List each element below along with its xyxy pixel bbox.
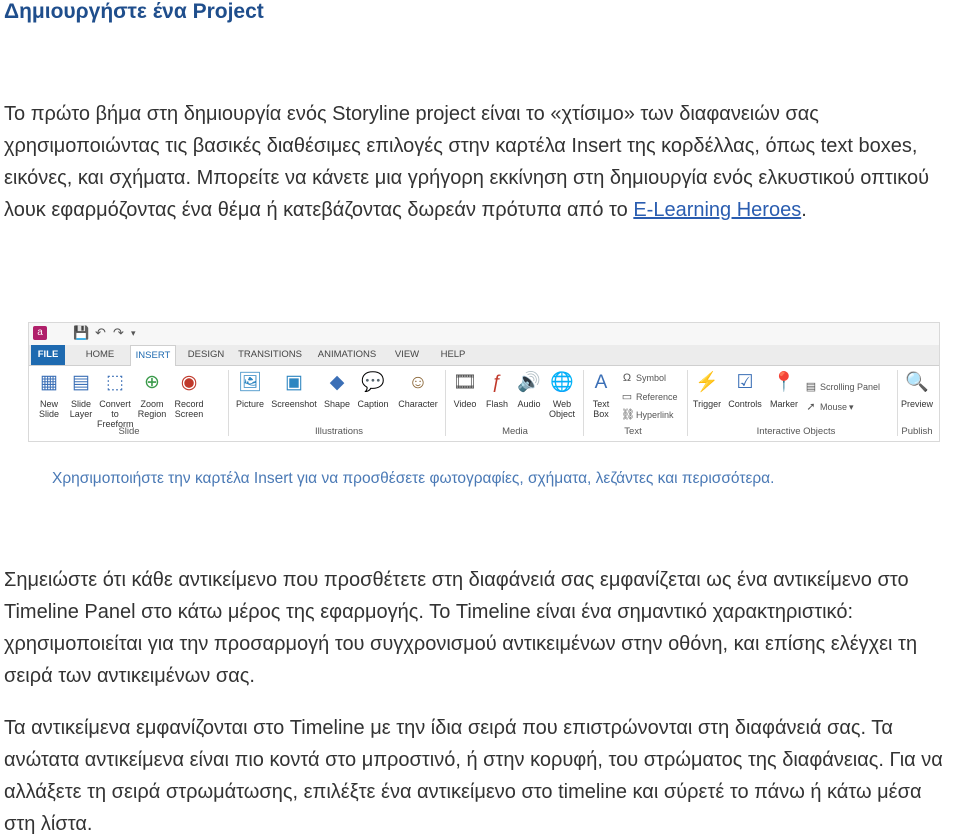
web-object-label: Web Object xyxy=(548,399,575,419)
timeline-paragraph: Σημειώστε ότι κάθε αντικείμενο που προσθέτετε στη διαφάνειά σας εμφανίζεται ως ένα αντικείμενο στο Timeline Panel στο κάτω μέρος της εφαρμογής. Το Timeline είναι ένα σημαντικό χαρακτηριστικό: χρησιμοποιείται για την προσαρμογή του συγχρονισμού αντικειμένων στην οθόνη, και επίσης ελέγχει τη σειρά των αντικειμένων σας. xyxy=(4,569,918,687)
record-screen-icon: ◉ xyxy=(180,372,198,393)
tab-design[interactable]: DESIGN xyxy=(187,349,225,360)
group-illustrations-label: Illustrations xyxy=(314,426,364,437)
mouse-icon: ➚ xyxy=(806,401,816,413)
zoom-region-button[interactable] xyxy=(135,370,169,419)
tab-animations[interactable]: ANIMATIONS xyxy=(317,349,377,360)
trigger-label: Trigger xyxy=(692,399,722,409)
video-icon: 🎞 xyxy=(452,372,478,393)
character-button[interactable] xyxy=(395,370,441,409)
caption-button[interactable] xyxy=(355,370,391,409)
hyperlink-icon: ⛓ xyxy=(621,409,635,421)
tab-file[interactable]: FILE xyxy=(31,345,65,365)
picture-icon: 🖼 xyxy=(237,372,263,393)
preview-icon: 🔍 xyxy=(905,372,929,393)
flash-label: Flash xyxy=(485,399,508,409)
hyperlink-button[interactable] xyxy=(621,408,674,421)
tab-home[interactable]: HOME xyxy=(85,349,115,360)
page-title: Δημιουργήστε ένα Project xyxy=(4,0,264,23)
marker-icon: 📍 xyxy=(772,372,796,393)
intro-text: Το πρώτο βήμα στη δημιουργία ενός Storyline project είναι το «χτίσιμο» των διαφανειών σας χρησιμοποιώντας τις βασικές διαθέσιμες επιλογές στην καρτέλα Insert της κορδέλλας, όπως text boxes, εικόνες, και σχήματα. Μπορείτε να κάνετε μια γρήγορη εκκίνηση στη δημιουργία ενός ελκυστικού οπτικού λουκ εφαρμόζοντας ένα θέμα ή κατεβάζοντας δωρεάν πρότυπα από το xyxy=(4,103,930,221)
group-publish-label: Publish xyxy=(901,426,933,437)
group-text-label: Text xyxy=(624,426,642,437)
new-slide-icon: ▦ xyxy=(40,372,58,393)
new-slide-button[interactable] xyxy=(33,370,65,419)
storyline-app-icon[interactable]: a xyxy=(33,326,47,340)
shape-label: Shape xyxy=(323,399,351,409)
preview-label: Preview xyxy=(900,399,933,409)
audio-icon: 🔊 xyxy=(517,372,541,393)
text-box-button[interactable] xyxy=(587,370,615,419)
shape-icon: ◆ xyxy=(329,372,345,393)
tab-transitions[interactable]: TRANSITIONS xyxy=(238,349,302,360)
scrolling-panel-button[interactable] xyxy=(805,380,880,393)
caption-icon: 💬 xyxy=(361,372,385,393)
slide-layer-button[interactable] xyxy=(65,370,97,419)
screenshot-button[interactable] xyxy=(269,370,319,409)
record-screen-button[interactable] xyxy=(171,370,207,419)
convert-freeform-label: Convert to Freeform xyxy=(97,399,134,429)
trigger-button[interactable] xyxy=(689,370,725,409)
group-slide-label: Slide xyxy=(118,426,140,437)
controls-button[interactable] xyxy=(725,370,765,409)
trigger-icon: ⚡ xyxy=(695,372,719,393)
mouse-dropdown-icon: ▾ xyxy=(849,402,854,412)
zoom-region-label: Zoom Region xyxy=(137,399,167,419)
scrolling-panel-icon: ▤ xyxy=(805,381,817,393)
picture-label: Picture xyxy=(235,399,264,409)
undo-icon[interactable]: ↶ xyxy=(95,325,106,340)
character-icon: ☺ xyxy=(408,372,428,393)
controls-label: Controls xyxy=(728,399,762,409)
audio-label: Audio xyxy=(517,399,541,409)
symbol-button[interactable] xyxy=(621,372,666,384)
group-divider xyxy=(445,370,446,436)
picture-button[interactable] xyxy=(233,370,267,409)
mouse-button[interactable] xyxy=(805,400,854,413)
web-object-button[interactable] xyxy=(545,370,579,419)
flash-button[interactable] xyxy=(481,370,513,409)
shape-button[interactable] xyxy=(321,370,353,409)
scrolling-panel-label: Scrolling Panel xyxy=(820,382,881,392)
intro-paragraph xyxy=(4,98,956,226)
reference-label: Reference xyxy=(636,392,678,402)
web-object-icon: 🌐 xyxy=(550,372,574,393)
video-button[interactable] xyxy=(449,370,481,409)
video-label: Video xyxy=(453,399,477,409)
character-label: Character xyxy=(398,399,438,409)
group-divider xyxy=(687,370,688,436)
marker-label: Marker xyxy=(769,399,798,409)
marker-button[interactable] xyxy=(767,370,801,409)
preview-button[interactable] xyxy=(899,370,935,409)
tab-help[interactable]: HELP xyxy=(440,349,466,360)
screenshot-label: Screenshot xyxy=(271,399,317,409)
group-media-label: Media xyxy=(502,426,528,437)
new-slide-label: New Slide xyxy=(38,399,59,419)
reference-icon: ▭ xyxy=(621,391,633,403)
omega-icon: Ω xyxy=(622,372,632,384)
mouse-label: Mouse xyxy=(820,402,848,412)
audio-button[interactable] xyxy=(513,370,545,409)
slide-layer-label: Slide Layer xyxy=(69,399,93,419)
ribbon-tabs xyxy=(29,345,939,366)
tab-insert[interactable]: INSERT xyxy=(130,345,176,367)
text-box-icon: A xyxy=(594,372,608,393)
text-box-label: Text Box xyxy=(592,399,610,419)
flash-icon: ƒ xyxy=(491,372,503,393)
save-icon[interactable]: 💾 xyxy=(73,325,90,340)
layering-paragraph: Τα αντικείμενα εμφανίζονται στο Timeline με την ίδια σειρά που επιστρώνονται στη διαφάνειά σας. Τα ανώτατα αντικείμενα είναι πιο κοντά στο μπροστινό, ή στην κορυφή, του στρώματος της διαφάνειας. Για να αλλάξετε τη σειρά στρωμάτωσης, επιλέξτε ένα αντικείμενο στο timeline και σύρετέ το πάνω ή κάτω μέσα στη λίστα. xyxy=(4,717,943,835)
slide-layer-icon: ▤ xyxy=(72,372,90,393)
controls-icon: ☑ xyxy=(736,372,754,393)
reference-button[interactable] xyxy=(621,390,678,403)
insert-panel xyxy=(29,366,939,441)
tab-view[interactable]: VIEW xyxy=(394,349,420,360)
convert-freeform-button[interactable] xyxy=(97,370,133,429)
storyline-ribbon-screenshot xyxy=(28,322,940,442)
record-screen-label: Record Screen xyxy=(174,399,204,419)
intro-text-end: . xyxy=(801,199,807,221)
customize-dropdown-icon[interactable]: ▾ xyxy=(131,328,136,338)
group-divider xyxy=(228,370,229,436)
group-divider xyxy=(583,370,584,436)
group-interactive-objects-label: Interactive Objects xyxy=(756,426,836,437)
symbol-label: Symbol xyxy=(636,373,667,383)
screenshot-icon: ▣ xyxy=(285,372,303,393)
redo-icon[interactable]: ↷ xyxy=(113,325,124,340)
zoom-region-icon: ⊕ xyxy=(144,372,160,393)
figure-caption: Χρησιμοποιήστε την καρτέλα Insert για να προσθέσετε φωτογραφίες, σχήματα, λεζάντες και περισσότερα. xyxy=(52,470,775,487)
elearning-heroes-link[interactable]: E-Learning Heroes xyxy=(633,199,802,221)
hyperlink-label: Hyperlink xyxy=(636,410,674,420)
quick-access-toolbar xyxy=(29,323,939,345)
caption-label: Caption xyxy=(357,399,389,409)
convert-freeform-icon: ⬚ xyxy=(106,372,124,393)
